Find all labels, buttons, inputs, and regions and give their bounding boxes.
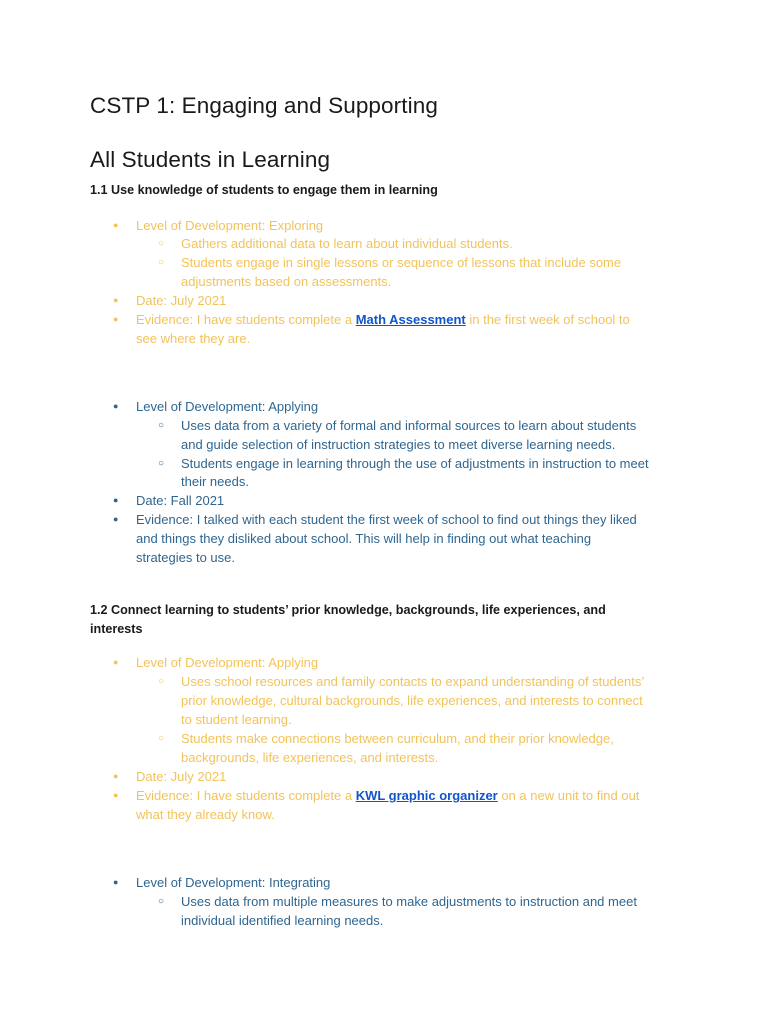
- bullet-icon: ●: [113, 401, 119, 411]
- bullet-icon: ●: [113, 295, 119, 305]
- evidence-text: strategies to use.: [136, 550, 235, 565]
- evidence-text: what they already know.: [136, 807, 275, 822]
- sub-item-text: Gathers additional data to learn about individual students.: [181, 236, 513, 251]
- evidence-line: [136, 310, 630, 329]
- level-text: Level of Development: Exploring: [136, 218, 324, 233]
- sub-item-text: Uses school resources and family contacts to expand understanding of students’: [181, 674, 645, 689]
- math-assessment-link[interactable]: Math Assessment: [355, 312, 466, 327]
- sub-item-text: Students engage in learning through the use of adjustments in instruction to meet: [181, 456, 649, 471]
- page-title-line-1: CSTP 1: Engaging and Supporting: [90, 93, 438, 118]
- hollow-bullet-icon: ○: [158, 676, 165, 687]
- sub-item-text: individual identified learning needs.: [181, 913, 384, 928]
- bullet-icon: ●: [113, 220, 119, 230]
- bullet-icon: ●: [113, 657, 119, 667]
- evidence-text: on a new unit to find out: [497, 788, 640, 803]
- date-text: Date: July 2021: [136, 769, 227, 784]
- section-heading-1-2: 1.2 Connect learning to students’ prior knowledge, backgrounds, life experiences, and: [90, 603, 606, 617]
- sub-item-text: their needs.: [181, 474, 249, 489]
- hollow-bullet-icon: ○: [158, 458, 165, 469]
- evidence-text: Evidence: I talked with each student the first week of school to find out things they liked: [136, 512, 637, 527]
- section-heading-1-1: 1.1 Use knowledge of students to engage them in learning: [90, 183, 438, 197]
- sub-item-text: Uses data from a variety of formal and informal sources to learn about students: [181, 418, 637, 433]
- sub-item-text: Students make connections between curriculum, and their prior knowledge,: [181, 731, 614, 746]
- sub-item-text: prior knowledge, cultural backgrounds, life experiences, and interests to connect: [181, 693, 643, 708]
- level-text: Level of Development: Integrating: [136, 875, 331, 890]
- evidence-text: Evidence: I have students complete a: [136, 788, 356, 803]
- bullet-icon: ●: [113, 790, 119, 800]
- sub-item-text: Uses data from multiple measures to make adjustments to instruction and meet: [181, 894, 637, 909]
- section-heading-1-2-cont: interests: [90, 622, 143, 636]
- hollow-bullet-icon: ○: [158, 257, 165, 268]
- level-text: Level of Development: Applying: [136, 399, 319, 414]
- date-text: Date: July 2021: [136, 293, 227, 308]
- sub-item-text: Students engage in single lessons or sequence of lessons that include some: [181, 255, 622, 270]
- hollow-bullet-icon: ○: [158, 896, 165, 907]
- sub-item-text: backgrounds, life experiences, and interests.: [181, 750, 439, 765]
- hollow-bullet-icon: ○: [158, 420, 165, 431]
- hollow-bullet-icon: ○: [158, 733, 165, 744]
- evidence-text: and things they disliked about school. This will help in finding out what teaching: [136, 531, 592, 546]
- sub-item-text: to student learning.: [181, 712, 292, 727]
- date-text: Date: Fall 2021: [136, 493, 225, 508]
- page-title-line-2: All Students in Learning: [90, 147, 331, 172]
- evidence-text: Evidence: I have students complete a: [136, 312, 356, 327]
- evidence-text: see where they are.: [136, 331, 251, 346]
- evidence-text: in the first week of school to: [465, 312, 630, 327]
- sub-item-text: adjustments based on assessments.: [181, 274, 392, 289]
- bullet-icon: ●: [113, 314, 119, 324]
- bullet-icon: ●: [113, 495, 119, 505]
- hollow-bullet-icon: ○: [158, 238, 165, 249]
- level-text: Level of Development: Applying: [136, 655, 319, 670]
- kwl-graphic-organizer-link[interactable]: KWL graphic organizer: [355, 788, 498, 803]
- bullet-icon: ●: [113, 771, 119, 781]
- sub-item-text: and guide selection of instruction strategies to meet diverse learning needs.: [181, 437, 616, 452]
- bullet-icon: ●: [113, 877, 119, 887]
- bullet-icon: ●: [113, 514, 119, 524]
- evidence-line: [136, 786, 639, 805]
